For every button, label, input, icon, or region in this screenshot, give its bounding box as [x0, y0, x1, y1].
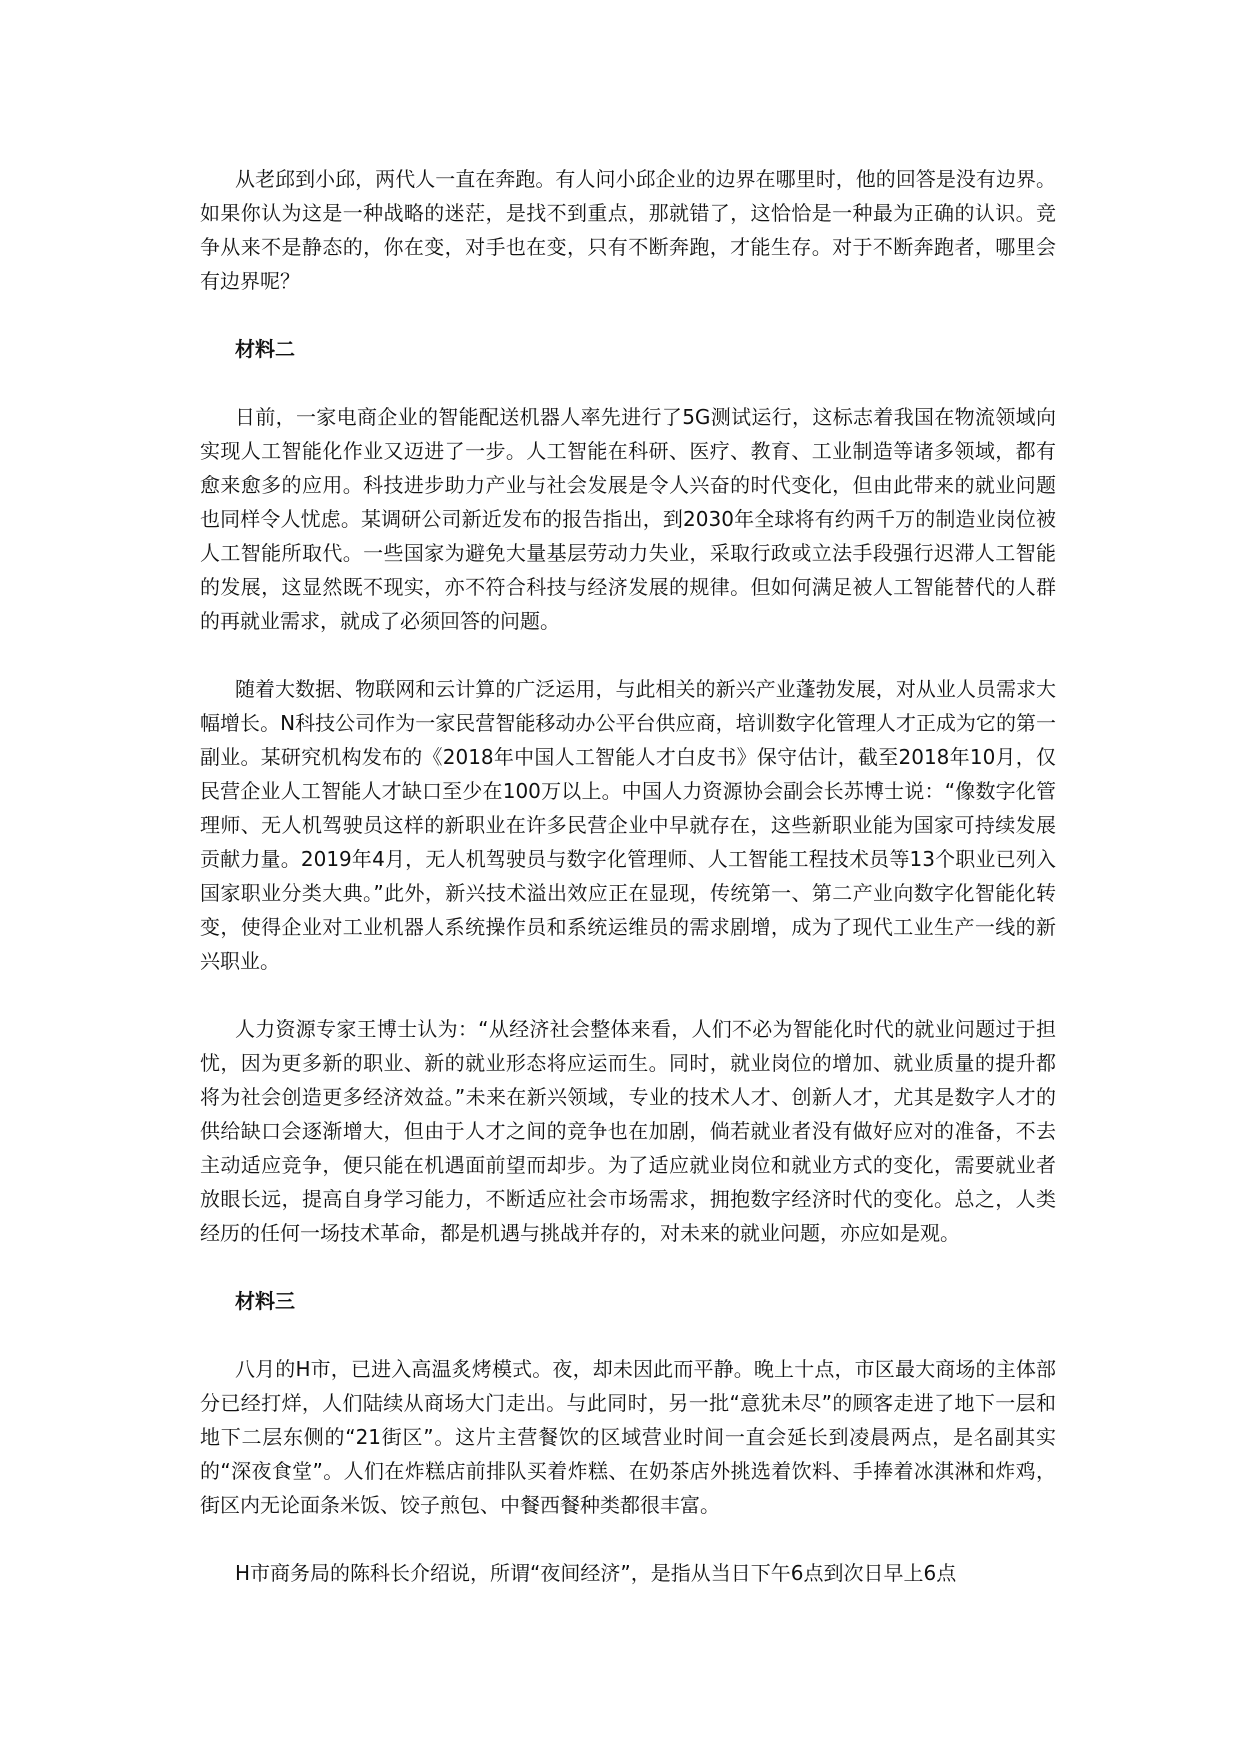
paragraph-night-economy: H市商务局的陈科长介绍说，所谓“夜间经济”，是指从当日下午6点到次日早上6点 [235, 1561, 957, 1585]
paragraph-gap [200, 1250, 1056, 1284]
paragraph-night-market: 八月的H市，已进入高温炙烤模式。夜，却未因此而平静。晚上十点，市区最大商场的主体部分已经打烊，人们陆续从商场大门走出。与此同时，另一批“意犹未尽”的顾客走进了地下一层和地下二层东侧的“21街区”。这片主营餐饮的区域营业时间一直会延长到凌晨两点，是名副其实的“深夜食堂”。人们在炸糕店前排队买着炸糕、在奶茶店外挑选着饮料、手捧着冰淇淋和炸鸡，街区内无论面条米饭、饺子煎包、中餐西餐种类都很丰富。 [200, 1357, 1056, 1517]
section-heading-material-two: 材料二 [235, 337, 295, 361]
paragraph-ai-robots: 日前，一家电商企业的智能配送机器人率先进行了5G测试运行，这标志着我国在物流领域向实现人工智能化作业又迈进了一步。人工智能在科研、医疗、教育、工业制造等诸多领域，都有愈来愈多的应用。科技进步助力产业与社会发展是令人兴奋的时代变化，但由此带来的就业问题也同样令人忧虑。某调研公司新近发布的报告指出，到2030年全球将有约两千万的制造业岗位被人工智能所取代。一些国家为避免大量基层劳动力失业，采取行政或立法手段强行迟滞人工智能的发展，这显然既不现实，亦不符合科技与经济发展的规律。但如何满足被人工智能替代的人群的再就业需求，就成了必须回答的问题。 [200, 405, 1056, 633]
paragraph-hr-expert: 人力资源专家王博士认为：“从经济社会整体来看，人们不必为智能化时代的就业问题过于担忧，因为更多新的职业、新的就业形态将应运而生。同时，就业岗位的增加、就业质量的提升都将为社会创造更多经济效益。”未来在新兴领域，专业的技术人才、创新人才，尤其是数字人才的供给缺口会逐渐增大，但由于人才之间的竞争也在加剧，倘若就业者没有做好应对的准备，不去主动适应竞争，便只能在机遇面前望而却步。为了适应就业岗位和就业方式的变化，需要就业者放眼长远，提高自身学习能力，不断适应社会市场需求，拥抱数字经济时代的变化。总之，人类经历的任何一场技术革命，都是机遇与挑战并存的，对未来的就业问题，亦应如是观。 [200, 1017, 1056, 1245]
document-body [200, 162, 1056, 1590]
section-heading-material-three: 材料三 [235, 1289, 295, 1313]
paragraph-gap [200, 298, 1056, 332]
paragraph-gap [200, 638, 1056, 672]
paragraph-gap [200, 978, 1056, 1012]
paragraph-new-industries: 随着大数据、物联网和云计算的广泛运用，与此相关的新兴产业蓬勃发展，对从业人员需求大幅增长。N科技公司作为一家民营智能移动办公平台供应商，培训数字化管理人才正成为它的第一副业。某研究机构发布的《2018年中国人工智能人才白皮书》保守估计，截至2018年10月，仅民营企业人工智能人才缺口至少在100万以上。中国人力资源协会副会长苏博士说：“像数字化管理师、无人机驾驶员这样的新职业在许多民营企业中早就存在，这些新职业能为国家可持续发展贡献力量。2019年4月，无人机驾驶员与数字化管理师、人工智能工程技术员等13个职业已列入国家职业分类大典。”此外，新兴技术溢出效应正在显现，传统第一、第二产业向数字化智能化转变，使得企业对工业机器人系统操作员和系统运维员的需求剧增，成为了现代工业生产一线的新兴职业。 [200, 677, 1056, 973]
paragraph-gap [200, 366, 1056, 400]
paragraph-gap [200, 1318, 1056, 1352]
paragraph-gap [200, 1522, 1056, 1556]
paragraph-material-one-end: 从老邱到小邱，两代人一直在奔跑。有人问小邱企业的边界在哪里时，他的回答是没有边界。如果你认为这是一种战略的迷茫，是找不到重点，那就错了，这恰恰是一种最为正确的认识。竞争从来不是静态的，你在变，对手也在变，只有不断奔跑，才能生存。对于不断奔跑者，哪里会有边界呢？ [200, 167, 1056, 293]
